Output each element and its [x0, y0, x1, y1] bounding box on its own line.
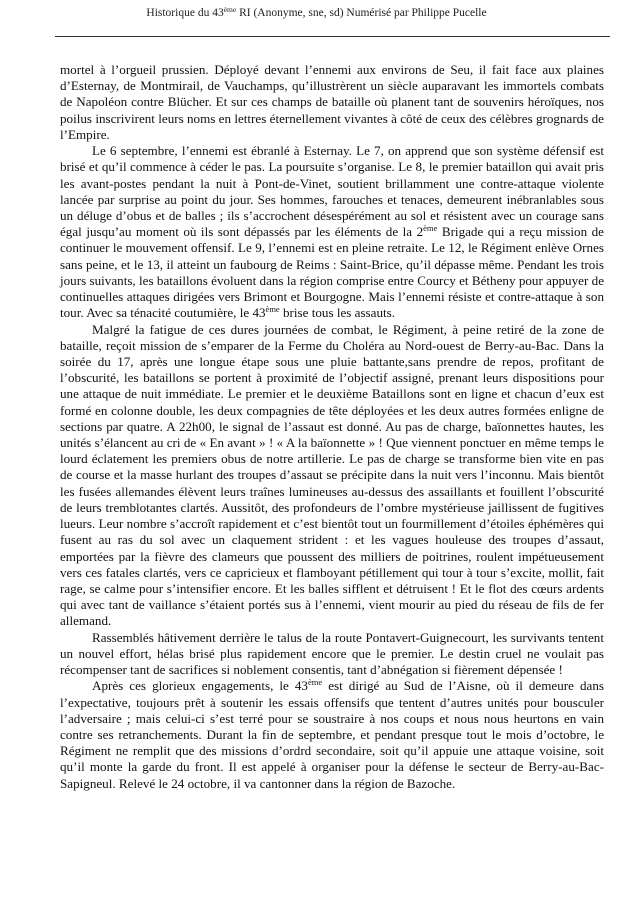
header-rule	[55, 36, 610, 37]
paragraph-5-part-b: est dirigé au Sud de l’Aisne, où il demeure dans l’expectative, toujours prêt à soutenir les essais offensifs que tentent d’autres unités pour bousculer l’adversaire ; mais celui-ci s’est terré pour se soustraire à nos coups et nous nous heurtons en vain contre ses retranchements. Durant la fin de septembre, et pendant presque tout le mois d’octobre, le Régiment ne remplit que des missions d’ordrd secondaire, soit qu’il appuie une attaque voisine, soit qu’il monte la garde du front. Il est appelé à organiser pour la défense le secteur de Berry-au-Bac- Sapigneul. Relevé le 24 octobre, il va cantonner dans la région de Bazoche.	[60, 678, 604, 791]
paragraph-3: Malgré la fatigue de ces dures journées de combat, le Régiment, à peine retiré de la zone de bataille, reçoit mission de s’emparer de la Ferme du Choléra au Nord-ouest de Berry-au-Bac. Dans la soirée du 17, après une longue étape sous une pluie battante,sans prendre de repos, profitant de l’obscurité, les bataillons se portent à proximité de l’objectif assigné, prenant leurs dispositions pour une attaque de nuit immédiate. Le premier et le deuxième Bataillons sont en ligne et chacun d’eux est formé en colonne double, les deux compagnies de tête déployées et les deux autres formées enligne de sections par quatre. A 22h00, le signal de l’assaut est donné. Au pas de charge, baïonnettes hautes, les unités s’élancent au cri de « En avant » ! « A la baïonnette » ! Que viennent ponctuer en même temps le lourd éclatement les premiers obus de notre artillerie. Le pas de charge se transforme bien vite en pas de course et la masse hurlant des troupes d’assaut se précipite dans la nuit vers l’inconnu. Mais bientôt les fusées allemandes élèvent leurs traînes lumineuses au-dessus des assaillants et fouillent l’obscurité de leurs tremblotantes clartés. Aussitôt, des profondeurs de l’ombre mystérieuse jaillissent de fugitives lueurs. Leur nombre s’accroît rapidement et c’est bientôt tout un fourmillement d’étoiles éphémères qui fusent au ras du sol avec un claquement strident : et les vagues houleuse des troupes d’assaut, emportées par la fièvre des clameurs que poussent des milliers de poitrines, roulent impétueusement vers ces fatales clartés, vers ce capricieux et flamboyant pétillement qui tour à tour s’excite, mollit, fait rage, se calme pour s’intensifier encore. Et les balles sifflent et détruisent ! Et le flot des cœurs ardents qui avec tant de vaillance s’étaient portés sus à l’ennemi, vient mourir au pied du réseau de fils de fer allemand.	[60, 321, 604, 629]
paragraph-2-part-a: Le 6 septembre, l’ennemi est ébranlé à Esternay. Le 7, on apprend que son système défensif est brisé et qu’il commence à céder le pas. La poursuite s’organise. Le 8, le premier bataillon qui avait pris les avant-postes pendant la nuit à Pont-de-Vinet, soutient brillamment une contre-attaque violente lancée par surprise au point du jour. Ses hommes, farouches et tenaces, demeurent inébranlables sous un déluge d’obus et de balles ; ils s’accrochent désespérément au sol et résistent avec un courage sans égal jusqu’au moment où ils sont dépassés par les éléments de la 2	[60, 143, 604, 240]
superscript-eme: ème	[265, 304, 280, 315]
paragraph-1: mortel à l’orgueil prussien. Déployé devant l’ennemi aux environs de Seu, il fait face aux plaines d’Esternay, de Montmirail, de Vauchamps, qu’illustrèrent un siècle auparavant les immortels combats de Napoléon contre Blücher. Et sur ces champs de bataille où planent tant de souvenirs héroïques, nos poilus inscrivirent leurs noms en lettres éternellement vivantes à côté de ceux des célèbres grognards de l’Empire.	[60, 62, 604, 142]
superscript-eme: ème	[423, 223, 438, 234]
paragraph-4: Rassemblés hâtivement derrière le talus de la route Pontavert-Guignecourt, les survivants tentent un nouvel effort, hélas brisé plus rapidement encore que le premier. Le destin cruel ne voulait pas récompenser tant de sacrifices si noblement consentis, tant d’abnégation si fièrement dépensée !	[60, 629, 604, 678]
superscript-eme: ème	[307, 677, 323, 688]
page-header	[0, 6, 633, 20]
header-title-end: RI (Anonyme, sne, sd) Numérisé par Philippe Pucelle	[236, 7, 487, 19]
paragraph-5-part-a: Après ces glorieux engagements, le 43	[92, 678, 308, 694]
paragraph-2	[60, 143, 604, 321]
header-title-superscript: ème	[223, 5, 237, 14]
document-body	[60, 62, 604, 792]
header-title-start: Historique du 43	[146, 7, 224, 19]
paragraph-2-part-b: Brigade qui a reçu mission de continuer le mouvement offensif. Le 9, l’ennemi est en pleine retraite. Le 12, le Régiment enlève Ornes sans peine, et le 13, il atteint un faubourg de Reims : Saint-Brice, qu’il dépasse même. Pendant les trois jours suivants, les bataillons évoluent dans la région comprise entre Courcy et Bétheny pour appuyer de continuelles attaques dirigées vers Brimont et Bourgogne. Mais l’ennemi résiste et contre-attaque à son tour. Avec sa ténacité coutumière, le 43	[60, 224, 604, 321]
paragraph-2-part-c: brise tous les assauts.	[279, 305, 396, 321]
paragraph-5	[60, 678, 604, 792]
